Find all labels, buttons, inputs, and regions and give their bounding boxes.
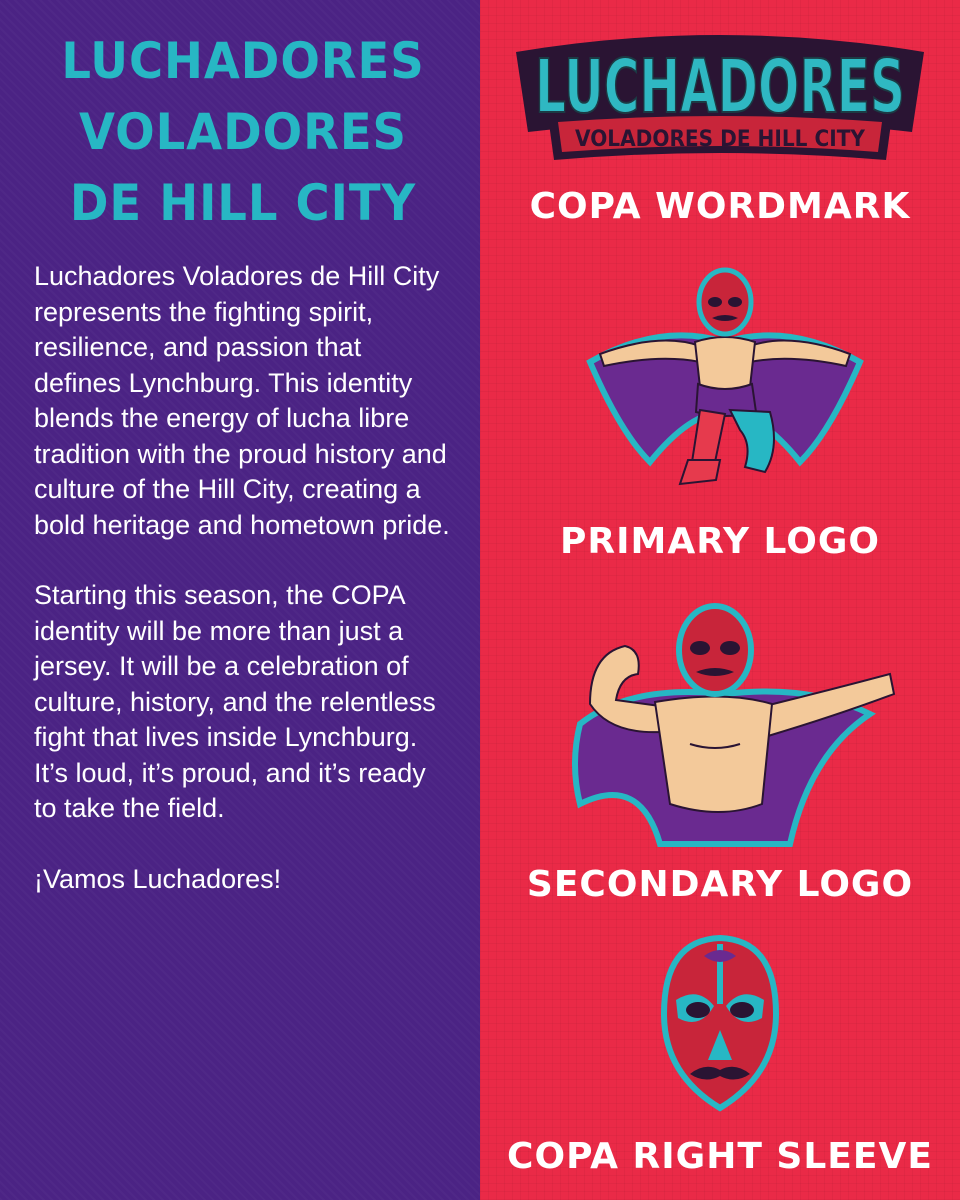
title-line-1: LUCHADORES [61,32,425,90]
sleeve-mask-logo [660,934,780,1112]
primary-logo-label: PRIMARY LOGO [560,521,880,562]
title-line-3: DE HILL CITY [69,174,417,232]
team-title [49,26,438,239]
primary-logo [580,262,870,494]
secondary-logo-label: SECONDARY LOGO [526,864,914,905]
secondary-logo [550,594,900,866]
sleeve-label: COPA RIGHT SLEEVE [507,1136,933,1177]
wordmark-label: COPA WORDMARK [529,186,911,227]
description-paragraph-1: Luchadores Voladores de Hill City represents the fighting spirit, resilience, and passion that defines Lynchburg. This identity blends the energy of lucha libre tradition with the proud history and culture of the Hill City, creating a bold heritage and hometown pride. [34,261,450,540]
wordmark-sub-text: VOLADORES DE HILL CITY [575,127,866,152]
wordmark-main-text: LUCHADORES [535,44,905,130]
logos-panel [480,0,960,1200]
wordmark-logo [508,24,932,164]
title-line-2: VOLADORES [79,103,407,161]
description-paragraph-2: Starting this season, the COPA identity will be more than just a jersey. It will be a celebration of culture, history, and the relentless fight that lives inside Lynchburg. It’s loud, it’s proud, and it’s ready to take the field. [34,580,436,823]
closing-line: ¡Vamos Luchadores! [34,863,282,894]
